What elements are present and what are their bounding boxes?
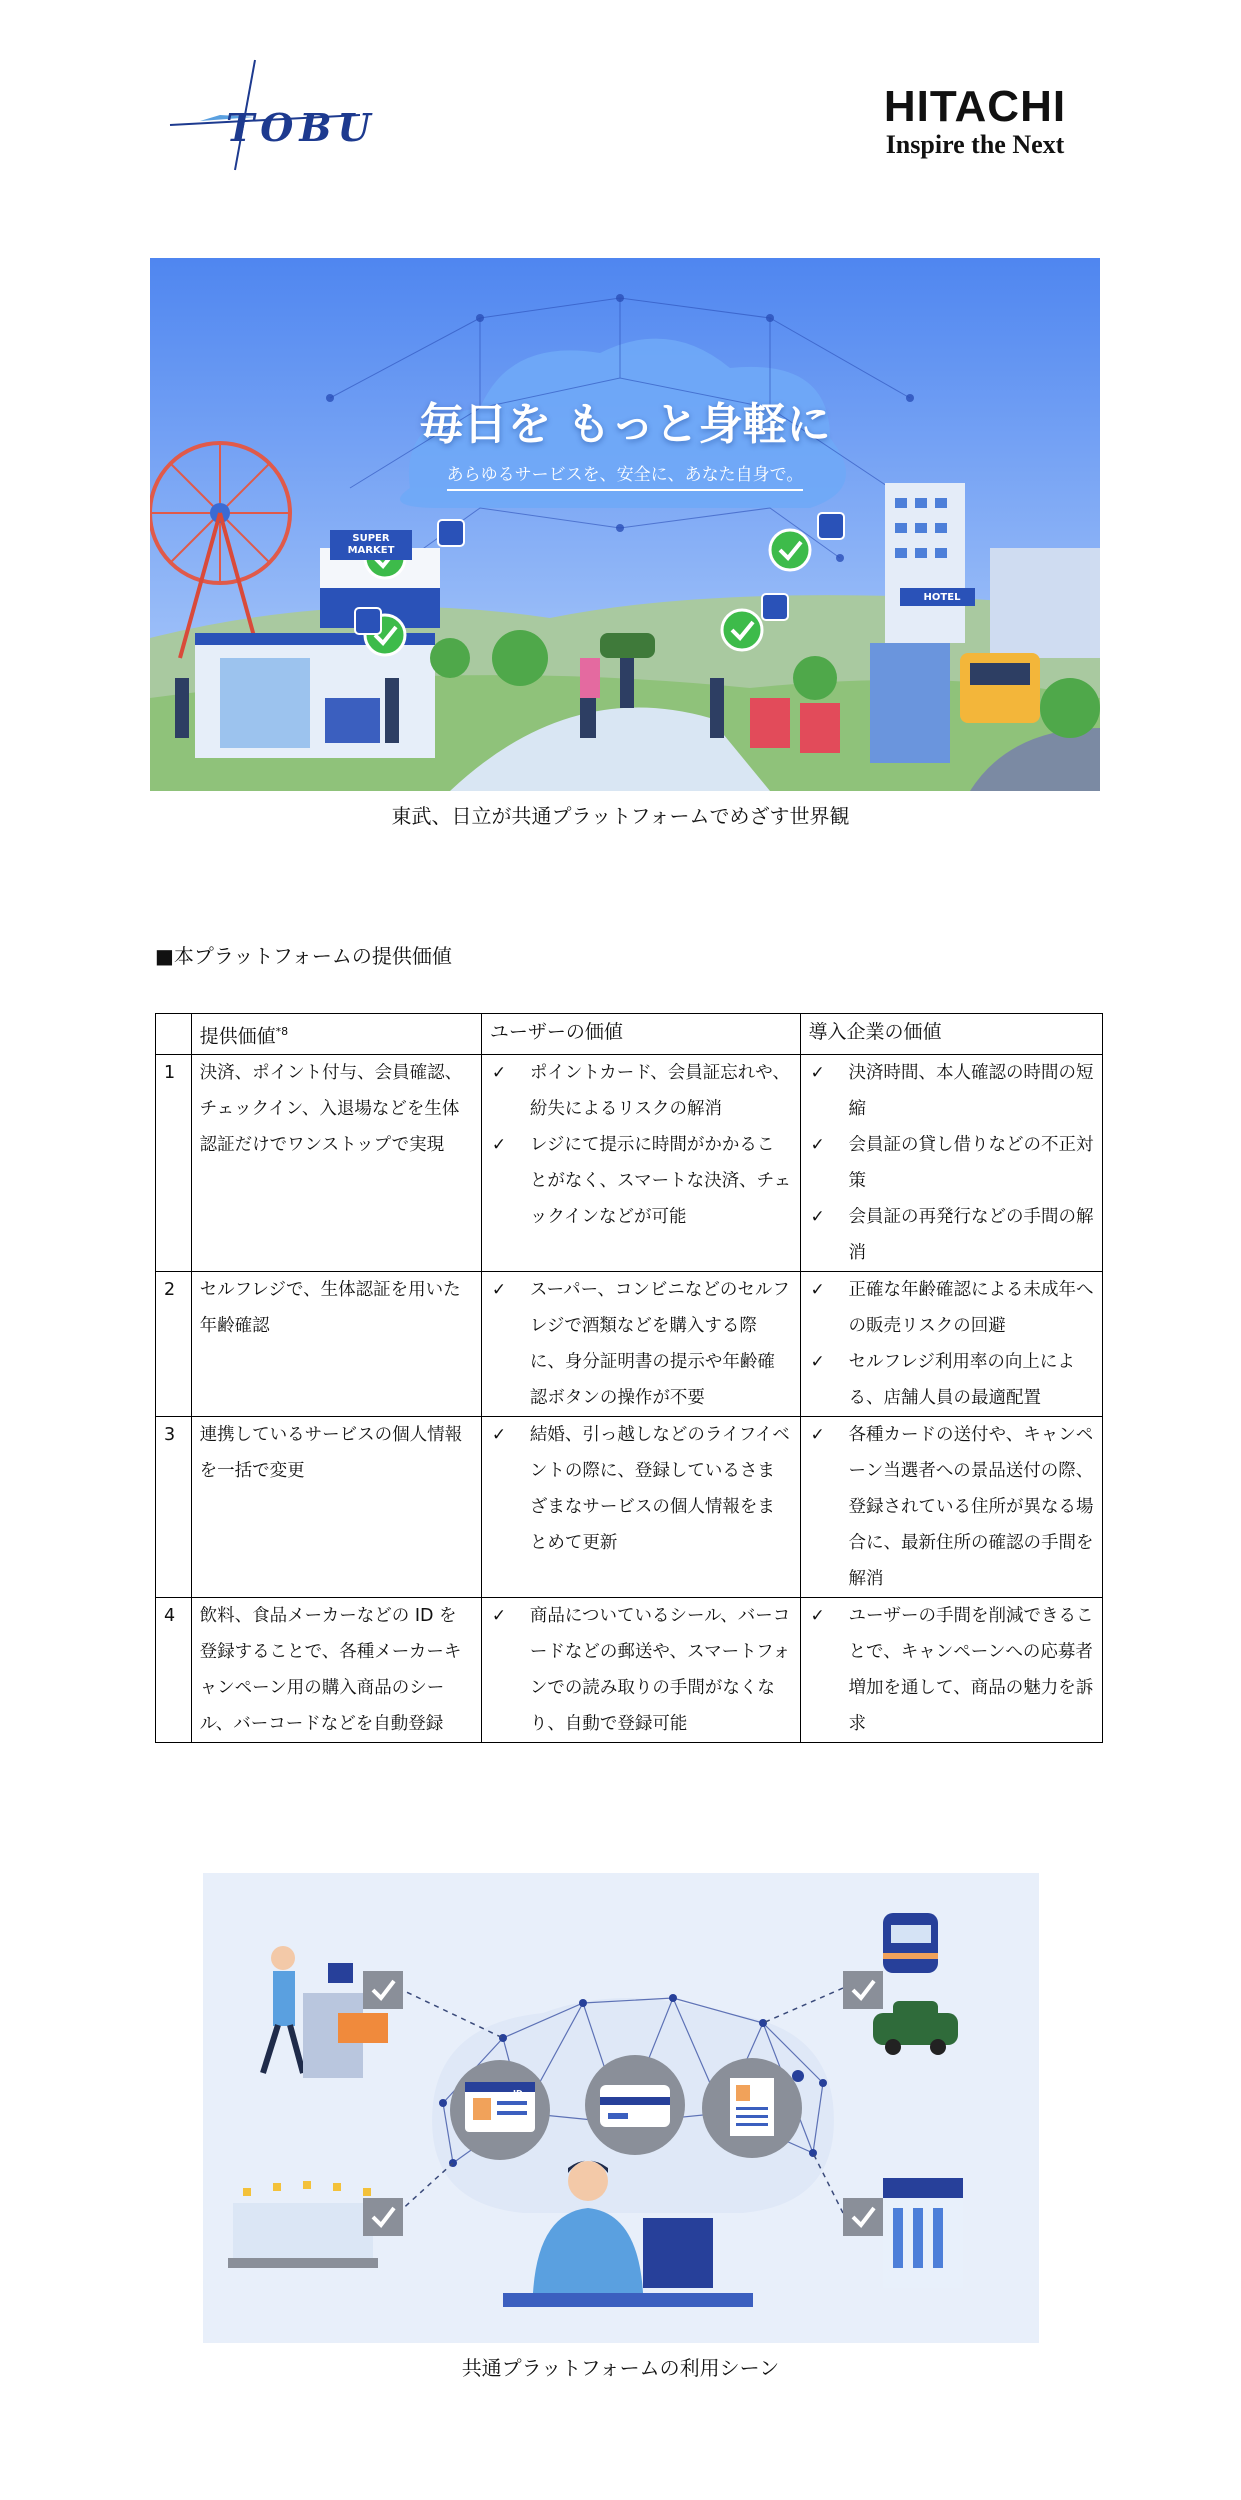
- header-number: [156, 1014, 192, 1055]
- list-item: ✓ ポイントカード、会員証忘れや、紛失によるリスクの解消: [490, 1055, 792, 1127]
- table-row: [156, 1598, 1103, 1743]
- row-user-value: [481, 1055, 800, 1272]
- hero-subline: [150, 460, 1100, 485]
- table-row: [156, 1417, 1103, 1598]
- row-number: 3: [156, 1417, 192, 1598]
- list-item: ✓ 結婚、引っ越しなどのライフイベントの際に、登録しているさまざまなサービスの個人情報をまとめて更新: [490, 1417, 792, 1561]
- list-item: ✓ 商品についているシール、バーコードなどの郵送や、スマートフォンでの読み取りの手間がなくなり、自動で登録可能: [490, 1598, 792, 1742]
- table-row: [156, 1055, 1103, 1272]
- header-footnote: *8: [275, 1025, 289, 1038]
- usage-scene-graphic: [203, 1873, 1039, 2343]
- table-header-row: [156, 1014, 1103, 1055]
- header-value-text: 提供価値: [199, 1025, 276, 1048]
- row-value: セルフレジで、生体認証を用いた年齢確認: [191, 1272, 481, 1417]
- row-number: 1: [156, 1055, 192, 1272]
- row-user-value: [481, 1598, 800, 1743]
- id-card-label: ID: [513, 2089, 523, 2098]
- hero-background: [150, 258, 1100, 791]
- list-item: ✓ 正確な年齢確認による未成年への販売リスクの回避: [809, 1272, 1094, 1344]
- row-value: 決済、ポイント付与、会員確認、チェックイン、入退場などを生体認証だけでワンストップで実現: [191, 1055, 481, 1272]
- row-company-value: [800, 1598, 1102, 1743]
- tobu-logo-text: TOBU: [226, 105, 377, 150]
- row-company-value: [800, 1417, 1102, 1598]
- list-item: ✓ スーパー、コンビニなどのセルフレジで酒類などを購入する際に、身分証明書の提示や年齢確認ボタンの操作が不要: [490, 1272, 792, 1416]
- tobu-logo: [160, 55, 380, 175]
- row-user-value: [481, 1417, 800, 1598]
- table-row: [156, 1272, 1103, 1417]
- header-value: [191, 1014, 481, 1055]
- section-title: ■本プラットフォームの提供価値: [155, 944, 452, 968]
- hitachi-logo: [855, 82, 1095, 165]
- row-number: 4: [156, 1598, 192, 1743]
- supermarket-sign: SUPER MARKET: [330, 530, 412, 560]
- list-item: ✓ 会員証の再発行などの手間の解消: [809, 1199, 1094, 1271]
- hero-headline: 毎日を もっと身軽に: [419, 399, 831, 450]
- hotel-sign: HOTEL: [923, 592, 961, 603]
- list-item: ✓ ユーザーの手間を削減できることで、キャンペーンへの応募者増加を通して、商品の魅力を訴求: [809, 1598, 1094, 1742]
- list-item: ✓ レジにて提示に時間がかかることがなく、スマートな決済、チェックインなどが可能: [490, 1127, 792, 1235]
- list-item: ✓ 会員証の貸し借りなどの不正対策: [809, 1127, 1094, 1199]
- row-company-value: [800, 1272, 1102, 1417]
- hitachi-logo-slogan: Inspire the Next: [885, 130, 1065, 159]
- row-user-value: [481, 1272, 800, 1417]
- hitachi-logo-name: HITACHI: [883, 82, 1067, 131]
- row-company-value: [800, 1055, 1102, 1272]
- scene-caption: 共通プラットフォームの利用シーン: [461, 2356, 780, 2380]
- row-number: 2: [156, 1272, 192, 1417]
- hero-caption: 東武、日立が共通プラットフォームでめざす世界観: [391, 804, 850, 828]
- list-item: ✓ セルフレジ利用率の向上による、店舗人員の最適配置: [809, 1344, 1094, 1416]
- usage-scene-illustration: [203, 1873, 1039, 2343]
- value-table: [155, 1013, 1103, 1743]
- row-value: 飲料、食品メーカーなどの ID を登録することで、各種メーカーキャンペーン用の購入商品のシール、バーコードなどを自動登録: [191, 1598, 481, 1743]
- header-user-value: ユーザーの価値: [481, 1014, 800, 1055]
- header-company-value: 導入企業の価値: [800, 1014, 1102, 1055]
- list-item: ✓ 決済時間、本人確認の時間の短縮: [809, 1055, 1094, 1127]
- list-item: ✓ 各種カードの送付や、キャンペーン当選者への景品送付の際、登録されている住所が異なる場合に、最新住所の確認の手間を解消: [809, 1417, 1094, 1597]
- hero-subline-text: あらゆるサービスを、安全に、あなた自身で。: [447, 465, 804, 491]
- row-value: 連携しているサービスの個人情報を一括で変更: [191, 1417, 481, 1598]
- hero-illustration: [150, 258, 1100, 791]
